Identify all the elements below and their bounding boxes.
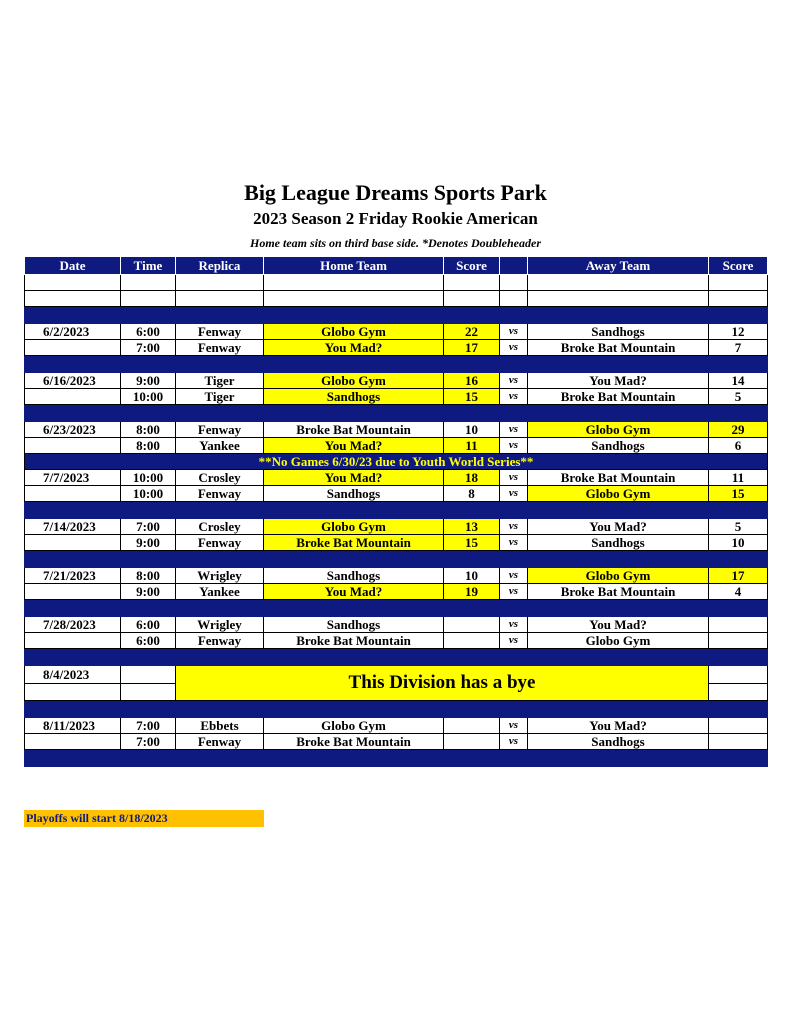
column-header: Home Team bbox=[264, 257, 444, 275]
schedule-table bbox=[24, 256, 768, 767]
empty-cell bbox=[444, 405, 500, 422]
empty-cell bbox=[500, 551, 528, 568]
home-score-cell bbox=[444, 718, 500, 734]
game-row bbox=[25, 389, 768, 405]
empty-cell bbox=[176, 701, 264, 718]
time-cell: 6:00 bbox=[121, 617, 176, 633]
empty-cell bbox=[176, 405, 264, 422]
game-row bbox=[25, 340, 768, 356]
empty-cell bbox=[528, 600, 709, 617]
separator-row bbox=[25, 600, 768, 617]
replica-cell: Fenway bbox=[176, 324, 264, 340]
home-score-cell: 10 bbox=[444, 422, 500, 438]
vs-cell: vs bbox=[500, 438, 528, 454]
away-score-cell: 6 bbox=[709, 438, 768, 454]
replica-cell: Yankee bbox=[176, 438, 264, 454]
away-team-cell: Broke Bat Mountain bbox=[528, 584, 709, 600]
away-team-cell: Globo Gym bbox=[528, 486, 709, 502]
away-score-cell: 11 bbox=[709, 470, 768, 486]
replica-cell: Tiger bbox=[176, 389, 264, 405]
empty-cell bbox=[176, 502, 264, 519]
empty-cell bbox=[121, 291, 176, 307]
game-row bbox=[25, 422, 768, 438]
vs-cell: vs bbox=[500, 718, 528, 734]
empty-cell bbox=[444, 307, 500, 324]
time-cell: 7:00 bbox=[121, 718, 176, 734]
vs-cell: vs bbox=[500, 389, 528, 405]
empty-cell bbox=[500, 649, 528, 666]
game-row bbox=[25, 324, 768, 340]
empty-cell bbox=[176, 307, 264, 324]
time-cell: 7:00 bbox=[121, 734, 176, 750]
date-cell: 7/21/2023 bbox=[25, 568, 121, 584]
time-cell: 6:00 bbox=[121, 324, 176, 340]
empty-cell bbox=[176, 291, 264, 307]
vs-cell: vs bbox=[500, 470, 528, 486]
separator-row bbox=[25, 551, 768, 568]
empty-cell bbox=[709, 666, 768, 684]
vs-cell: vs bbox=[500, 584, 528, 600]
empty-cell bbox=[121, 502, 176, 519]
away-score-cell: 17 bbox=[709, 568, 768, 584]
game-row bbox=[25, 633, 768, 649]
game-row bbox=[25, 486, 768, 502]
empty-cell bbox=[528, 750, 709, 767]
empty-cell bbox=[176, 551, 264, 568]
empty-cell bbox=[444, 551, 500, 568]
empty-cell bbox=[264, 750, 444, 767]
home-score-cell: 18 bbox=[444, 470, 500, 486]
empty-cell bbox=[121, 405, 176, 422]
replica-cell: Fenway bbox=[176, 734, 264, 750]
vs-cell: vs bbox=[500, 633, 528, 649]
empty-cell bbox=[25, 291, 121, 307]
home-score-cell bbox=[444, 617, 500, 633]
empty-cell bbox=[500, 356, 528, 373]
game-row bbox=[25, 568, 768, 584]
empty-cell bbox=[25, 405, 121, 422]
header-row bbox=[25, 257, 768, 275]
separator-row bbox=[25, 649, 768, 666]
blank-row bbox=[25, 291, 768, 307]
away-team-cell: Globo Gym bbox=[528, 568, 709, 584]
vs-cell: vs bbox=[500, 519, 528, 535]
replica-cell: Fenway bbox=[176, 486, 264, 502]
empty-cell bbox=[25, 340, 121, 356]
empty-cell bbox=[25, 356, 121, 373]
home-team-cell: Globo Gym bbox=[264, 324, 444, 340]
home-team-cell: Sandhogs bbox=[264, 617, 444, 633]
bye-row bbox=[25, 666, 768, 684]
home-team-cell: You Mad? bbox=[264, 584, 444, 600]
home-team-cell: Broke Bat Mountain bbox=[264, 633, 444, 649]
away-score-cell: 7 bbox=[709, 340, 768, 356]
empty-cell bbox=[444, 701, 500, 718]
empty-cell bbox=[25, 502, 121, 519]
empty-cell bbox=[25, 389, 121, 405]
notice-row bbox=[25, 454, 768, 470]
vs-cell: vs bbox=[500, 373, 528, 389]
away-score-cell: 5 bbox=[709, 389, 768, 405]
replica-cell: Yankee bbox=[176, 584, 264, 600]
empty-cell bbox=[25, 275, 121, 291]
empty-cell bbox=[25, 486, 121, 502]
home-score-cell: 11 bbox=[444, 438, 500, 454]
empty-cell bbox=[121, 701, 176, 718]
column-header: Time bbox=[121, 257, 176, 275]
home-team-cell: You Mad? bbox=[264, 340, 444, 356]
replica-cell: Fenway bbox=[176, 340, 264, 356]
empty-cell bbox=[264, 356, 444, 373]
empty-cell bbox=[264, 502, 444, 519]
time-cell: 7:00 bbox=[121, 519, 176, 535]
away-team-cell: You Mad? bbox=[528, 373, 709, 389]
page-subtitle: 2023 Season 2 Friday Rookie American bbox=[253, 209, 538, 228]
empty-cell bbox=[176, 600, 264, 617]
away-score-cell: 29 bbox=[709, 422, 768, 438]
time-cell: 8:00 bbox=[121, 438, 176, 454]
home-team-cell: Broke Bat Mountain bbox=[264, 734, 444, 750]
away-team-cell: You Mad? bbox=[528, 617, 709, 633]
empty-cell bbox=[500, 750, 528, 767]
away-team-cell: Sandhogs bbox=[528, 438, 709, 454]
empty-cell bbox=[25, 551, 121, 568]
away-score-cell: 14 bbox=[709, 373, 768, 389]
date-cell: 6/2/2023 bbox=[25, 324, 121, 340]
home-score-cell: 10 bbox=[444, 568, 500, 584]
time-cell: 8:00 bbox=[121, 568, 176, 584]
empty-cell bbox=[121, 649, 176, 666]
empty-cell bbox=[500, 701, 528, 718]
home-score-cell: 17 bbox=[444, 340, 500, 356]
away-score-cell bbox=[709, 633, 768, 649]
time-cell: 9:00 bbox=[121, 373, 176, 389]
home-team-cell: Sandhogs bbox=[264, 389, 444, 405]
time-cell: 7:00 bbox=[121, 340, 176, 356]
vs-cell: vs bbox=[500, 734, 528, 750]
empty-cell bbox=[709, 683, 768, 701]
empty-cell bbox=[528, 275, 709, 291]
away-team-cell: You Mad? bbox=[528, 519, 709, 535]
game-row bbox=[25, 535, 768, 551]
separator-row bbox=[25, 701, 768, 718]
home-score-cell: 8 bbox=[444, 486, 500, 502]
empty-cell bbox=[709, 701, 768, 718]
empty-cell bbox=[709, 291, 768, 307]
empty-cell bbox=[264, 701, 444, 718]
date-cell: 6/23/2023 bbox=[25, 422, 121, 438]
game-row bbox=[25, 470, 768, 486]
empty-cell bbox=[264, 551, 444, 568]
date-cell: 8/4/2023 bbox=[25, 666, 121, 684]
empty-cell bbox=[709, 356, 768, 373]
away-score-cell: 15 bbox=[709, 486, 768, 502]
empty-cell bbox=[121, 307, 176, 324]
time-cell: 9:00 bbox=[121, 584, 176, 600]
empty-cell bbox=[709, 502, 768, 519]
home-score-cell: 15 bbox=[444, 535, 500, 551]
empty-cell bbox=[444, 291, 500, 307]
empty-cell bbox=[528, 551, 709, 568]
page-title: Big League Dreams Sports Park bbox=[244, 180, 547, 205]
game-row bbox=[25, 584, 768, 600]
game-row bbox=[25, 373, 768, 389]
empty-cell bbox=[121, 683, 176, 701]
playoffs-note: Playoffs will start 8/18/2023 bbox=[24, 810, 264, 827]
game-row bbox=[25, 519, 768, 535]
empty-cell bbox=[500, 405, 528, 422]
home-team-cell: Sandhogs bbox=[264, 568, 444, 584]
blank-row bbox=[25, 275, 768, 291]
away-team-cell: Sandhogs bbox=[528, 324, 709, 340]
date-cell: 7/7/2023 bbox=[25, 470, 121, 486]
home-score-cell: 15 bbox=[444, 389, 500, 405]
empty-cell bbox=[176, 649, 264, 666]
empty-cell bbox=[528, 307, 709, 324]
empty-cell bbox=[121, 750, 176, 767]
column-header: Away Team bbox=[528, 257, 709, 275]
column-header: Replica bbox=[176, 257, 264, 275]
empty-cell bbox=[444, 600, 500, 617]
vs-cell: vs bbox=[500, 617, 528, 633]
time-cell: 9:00 bbox=[121, 535, 176, 551]
home-score-cell: 13 bbox=[444, 519, 500, 535]
away-score-cell bbox=[709, 617, 768, 633]
empty-cell bbox=[528, 502, 709, 519]
empty-cell bbox=[528, 405, 709, 422]
empty-cell bbox=[176, 275, 264, 291]
home-team-cell: Broke Bat Mountain bbox=[264, 535, 444, 551]
away-score-cell: 5 bbox=[709, 519, 768, 535]
empty-cell bbox=[528, 701, 709, 718]
vs-cell: vs bbox=[500, 568, 528, 584]
away-team-cell: Broke Bat Mountain bbox=[528, 470, 709, 486]
empty-cell bbox=[444, 356, 500, 373]
separator-row bbox=[25, 405, 768, 422]
empty-cell bbox=[264, 291, 444, 307]
date-cell: 8/11/2023 bbox=[25, 718, 121, 734]
column-header: Score bbox=[444, 257, 500, 275]
page-note: Home team sits on third base side. *Denotes Doubleheader bbox=[250, 236, 541, 250]
away-team-cell: Sandhogs bbox=[528, 535, 709, 551]
empty-cell bbox=[176, 750, 264, 767]
away-score-cell: 4 bbox=[709, 584, 768, 600]
empty-cell bbox=[528, 291, 709, 307]
home-team-cell: Sandhogs bbox=[264, 486, 444, 502]
bye-banner: This Division has a bye bbox=[176, 666, 709, 701]
time-cell: 10:00 bbox=[121, 486, 176, 502]
empty-cell bbox=[500, 275, 528, 291]
empty-cell bbox=[121, 551, 176, 568]
empty-cell bbox=[25, 649, 121, 666]
vs-cell: vs bbox=[500, 535, 528, 551]
empty-cell bbox=[25, 734, 121, 750]
home-team-cell: Globo Gym bbox=[264, 718, 444, 734]
time-cell: 6:00 bbox=[121, 633, 176, 649]
home-score-cell: 19 bbox=[444, 584, 500, 600]
home-team-cell: Globo Gym bbox=[264, 519, 444, 535]
empty-cell bbox=[176, 356, 264, 373]
empty-cell bbox=[709, 307, 768, 324]
away-team-cell: Globo Gym bbox=[528, 633, 709, 649]
no-games-notice: **No Games 6/30/23 due to Youth World Series** bbox=[25, 454, 768, 470]
replica-cell: Wrigley bbox=[176, 617, 264, 633]
empty-cell bbox=[121, 275, 176, 291]
away-score-cell bbox=[709, 718, 768, 734]
empty-cell bbox=[444, 750, 500, 767]
vs-cell: vs bbox=[500, 340, 528, 356]
empty-cell bbox=[709, 551, 768, 568]
away-team-cell: Broke Bat Mountain bbox=[528, 389, 709, 405]
game-row bbox=[25, 734, 768, 750]
empty-cell bbox=[264, 307, 444, 324]
empty-cell bbox=[500, 600, 528, 617]
away-team-cell: You Mad? bbox=[528, 718, 709, 734]
empty-cell bbox=[25, 535, 121, 551]
replica-cell: Fenway bbox=[176, 633, 264, 649]
empty-cell bbox=[444, 275, 500, 291]
home-team-cell: You Mad? bbox=[264, 470, 444, 486]
separator-row bbox=[25, 307, 768, 324]
empty-cell bbox=[264, 405, 444, 422]
home-team-cell: You Mad? bbox=[264, 438, 444, 454]
time-cell: 8:00 bbox=[121, 422, 176, 438]
game-row bbox=[25, 438, 768, 454]
away-team-cell: Sandhogs bbox=[528, 734, 709, 750]
empty-cell bbox=[709, 275, 768, 291]
date-cell: 7/28/2023 bbox=[25, 617, 121, 633]
empty-cell bbox=[500, 291, 528, 307]
replica-cell: Fenway bbox=[176, 422, 264, 438]
empty-cell bbox=[25, 750, 121, 767]
game-row bbox=[25, 718, 768, 734]
home-team-cell: Broke Bat Mountain bbox=[264, 422, 444, 438]
away-score-cell bbox=[709, 734, 768, 750]
empty-cell bbox=[25, 438, 121, 454]
empty-cell bbox=[25, 701, 121, 718]
empty-cell bbox=[264, 600, 444, 617]
replica-cell: Tiger bbox=[176, 373, 264, 389]
away-score-cell: 10 bbox=[709, 535, 768, 551]
empty-cell bbox=[444, 649, 500, 666]
game-row bbox=[25, 617, 768, 633]
empty-cell bbox=[528, 356, 709, 373]
home-score-cell bbox=[444, 633, 500, 649]
vs-cell: vs bbox=[500, 422, 528, 438]
empty-cell bbox=[709, 649, 768, 666]
empty-cell bbox=[25, 600, 121, 617]
empty-cell bbox=[121, 666, 176, 684]
empty-cell bbox=[25, 307, 121, 324]
column-header: Score bbox=[709, 257, 768, 275]
time-cell: 10:00 bbox=[121, 389, 176, 405]
empty-cell bbox=[264, 649, 444, 666]
home-score-cell: 16 bbox=[444, 373, 500, 389]
empty-cell bbox=[25, 584, 121, 600]
empty-cell bbox=[709, 750, 768, 767]
home-score-cell: 22 bbox=[444, 324, 500, 340]
replica-cell: Fenway bbox=[176, 535, 264, 551]
away-team-cell: Broke Bat Mountain bbox=[528, 340, 709, 356]
separator-row bbox=[25, 502, 768, 519]
empty-cell bbox=[444, 502, 500, 519]
empty-cell bbox=[709, 405, 768, 422]
empty-cell bbox=[25, 683, 121, 701]
date-cell: 6/16/2023 bbox=[25, 373, 121, 389]
separator-row bbox=[25, 356, 768, 373]
home-score-cell bbox=[444, 734, 500, 750]
replica-cell: Ebbets bbox=[176, 718, 264, 734]
replica-cell: Crosley bbox=[176, 470, 264, 486]
vs-cell: vs bbox=[500, 486, 528, 502]
empty-cell bbox=[121, 600, 176, 617]
empty-cell bbox=[25, 633, 121, 649]
replica-cell: Wrigley bbox=[176, 568, 264, 584]
date-cell: 7/14/2023 bbox=[25, 519, 121, 535]
separator-row bbox=[25, 750, 768, 767]
away-score-cell: 12 bbox=[709, 324, 768, 340]
column-header: Date bbox=[25, 257, 121, 275]
empty-cell bbox=[709, 600, 768, 617]
vs-cell: vs bbox=[500, 324, 528, 340]
home-team-cell: Globo Gym bbox=[264, 373, 444, 389]
empty-cell bbox=[500, 307, 528, 324]
empty-cell bbox=[528, 649, 709, 666]
empty-cell bbox=[500, 502, 528, 519]
time-cell: 10:00 bbox=[121, 470, 176, 486]
replica-cell: Crosley bbox=[176, 519, 264, 535]
away-team-cell: Globo Gym bbox=[528, 422, 709, 438]
empty-cell bbox=[121, 356, 176, 373]
column-header bbox=[500, 257, 528, 275]
empty-cell bbox=[264, 275, 444, 291]
